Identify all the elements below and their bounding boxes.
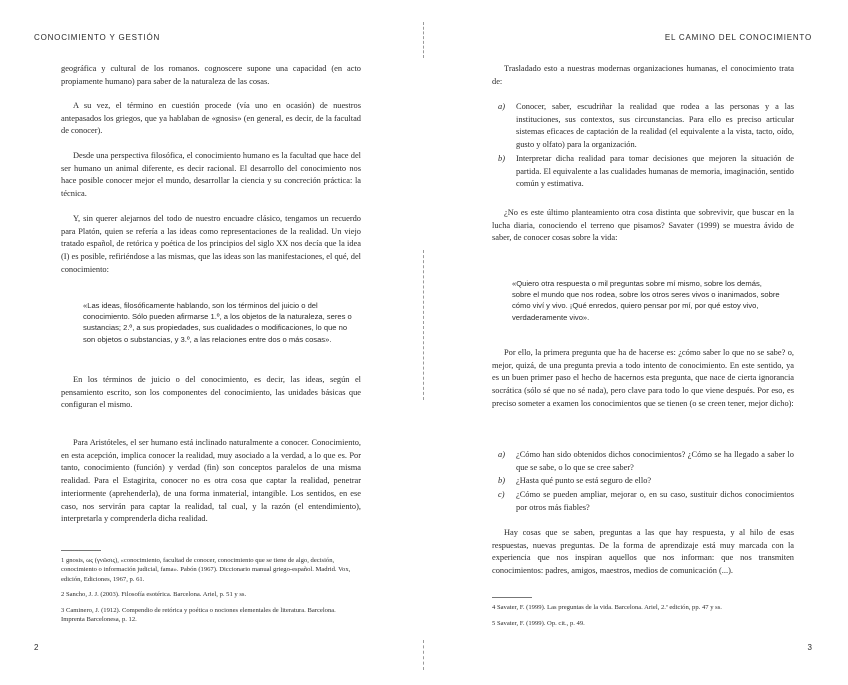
paragraph: Trasladado esto a nuestras modernas organizaciones humanas, el conocimiento trata de: xyxy=(492,64,794,86)
list-item-marker: b) xyxy=(498,153,505,163)
paragraph: Hay cosas que se saben, preguntas a las que hay respuesta, y al hilo de esas respuestas, nuevas preguntas. De la forma de aprendizaje está muy marcada con la experiencia que nos inspiran aquellos que nos informan: que nos transmiten conocimientos: padres, amigos, maestros, medios de comunicación (...). xyxy=(492,528,794,576)
list-item-marker: b) xyxy=(498,476,505,486)
right-page xyxy=(424,0,848,685)
footnote-rule xyxy=(492,597,532,598)
running-head-left: CONOCIMIENTO Y GESTIÓN xyxy=(34,33,161,42)
paragraph: A su vez, el término en cuestión procede (vía uno en ocasión) de nuestros antepasados los griegos, que ya hablaban de «gnosis» (en general, es decir, de la facultad de conocer). xyxy=(61,101,361,136)
list-item-marker: c) xyxy=(498,490,505,500)
question-list xyxy=(498,449,794,515)
footnote: 1 gnosis, ως (γνῶσις), «conocimiento, facultad de conocer, conocimiento que se tiene de algo, decisión, conocimiento o información judicial, fama». Pabón (1967). Diccionario manual griego-español. Madrid. Vox, edición, Ediciones, 1967, p. 61. xyxy=(61,557,351,583)
running-head-right: EL CAMINO DEL CONOCIMIENTO xyxy=(664,33,812,42)
list-item-text: Interpretar dicha realidad para tomar decisiones que mejoren la situación de partida. El equivalente a las cualidades humanas de memoria, imaginación, sentido común y estimativa. xyxy=(516,153,794,189)
paragraph: En los términos de juicio o del conocimiento, es decir, las ideas, según el pensamiento escrito, son los componentes del conocimiento, las unidades básicas que configuran el mismo. xyxy=(61,375,361,410)
list-item xyxy=(498,475,794,488)
footnote-rule xyxy=(61,550,101,551)
list-item-text: Conocer, saber, escudriñar la realidad que rodea a las personas y a las instituciones, sus contextos, sus circunstancias. Para ello es preciso articular sistemas eficaces de captación de la realidad (el equivalente a la vista, tacto, oído, gusto y olfato) para la organización. xyxy=(516,102,794,150)
page-number-right: 3 xyxy=(807,643,812,652)
list-item-marker: a) xyxy=(498,450,505,459)
paragraph: Por ello, la primera pregunta que ha de hacerse es: ¿cómo saber lo que no se sabe? o, mejor, quizá, de una pregunta previa a todo intento de conocimiento. En este sentido, ya es un buen primer paso el hecho de hacernos esta pregunta, que nace de cierta ignorancia socrática (sólo sé que no sé nada), pero clave para todo lo que viene después. Por eso, es preciso someter a examen los conocimientos que se tienen (o se creen tener, mejor dicho): xyxy=(492,348,794,408)
block-quote: «Las ideas, filosóficamente hablando, son los términos del juicio o del conocimiento. Sólo pueden afirmarse 1.º, a los objetos de la naturaleza, seres o sustancias; 2.º, a sus propiedades, sus cualidades o modificaciones, lo que no son objetos o substancias, y 3.º, a las relaciones entre dos o más cosas». xyxy=(83,301,352,344)
footnote: 4 Savater, F. (1999). Las preguntas de la vida. Barcelona. Ariel, 2.ª edición, pp. 47 y ss. xyxy=(492,604,722,611)
list-item-text: ¿Cómo se pueden ampliar, mejorar o, en su caso, sustituir dichos conocimientos por otros más fiables? xyxy=(516,490,794,512)
block-quote: «Quiero otra respuesta o mil preguntas sobre mí mismo, sobre los demás, sobre el mundo que nos rodea, sobre los otros seres vivos o inanimados, sobre cómo viví y vivo. ¡Qué enredos, quiero pensar por mí, por qué estoy vivo, verdaderamente vivo». xyxy=(512,279,780,322)
numbered-list xyxy=(498,101,794,191)
list-item-marker: a) xyxy=(498,102,505,111)
list-item xyxy=(498,101,794,152)
paragraph: ¿No es este último planteamiento otra cosa distinta que sobrevivir, que buscar en la lucha diaria, conociendo el terreno que pisamos? Savater (1999) se muestra ávido de saber, de conocer cosas sobre la vida: xyxy=(492,208,794,243)
footnote: 5 Savater, F. (1999). Op. cit., p. 49. xyxy=(492,620,585,627)
footnote: 3 Caminero, J. (1912). Compendio de retórica y poética o nociones elementales de literatura. Barcelona. Imprenta Barcelonesa, p. 12. xyxy=(61,607,336,624)
list-item xyxy=(498,449,794,474)
paragraph: Y, sin querer alejarnos del todo de nuestro encuadre clásico, tengamos un recuerdo para Platón, quien se refería a las ideas como representaciones de la realidad. Un viejo tratado español, de retórica y poética de los principios del siglo XX nos decía que la idea (I) es posible, refiriéndose a las mismas, que las ideas son las manifestaciones, el qué, del conocimiento: xyxy=(61,214,361,274)
list-item-text: ¿Cómo han sido obtenidos dichos conocimientos? ¿Cómo se ha llegado a saber lo que se sabe, o lo que se cree saber? xyxy=(516,450,794,472)
paragraph: Para Aristóteles, el ser humano está inclinado naturalmente a conocer. Conocimiento, en esta acepción, implica conocer la realidad, muy asociado a la verdad, a lo que es. Por tanto, conocimiento (función) y verdad (fin) son conceptos paralelos de una misma realidad. Para el Estagirita, conocer no es otra cosa que captar la realidad, penetrar interiormente (aprehenderla), de una forma inmaterial, intangible. Los sentidos, en ese caso, nos servirán para captar la realidad, tal cual, y la razón (el entendimiento), interpretarla y comprenderla dicha realidad. xyxy=(61,438,361,524)
page-number-left: 2 xyxy=(34,643,39,652)
list-item xyxy=(498,489,794,514)
list-item-text: ¿Hasta qué punto se está seguro de ello? xyxy=(516,476,652,486)
list-item xyxy=(498,153,794,191)
paragraph: Desde una perspectiva filosófica, el conocimiento humano es la facultad que hace del ser humano un animal diferente, es decir racional. El desarrollo del conocimiento nos hace posible conocer mejor el mundo, desarrollar la ciencia y su concreción práctica: la técnica. xyxy=(61,151,361,199)
paragraph: geográfica y cultural de los romanos. cognoscere supone una capacidad (en acto propiamente humano) para saber de la naturaleza de las cosas. xyxy=(61,64,361,86)
footnote: 2 Sancho, J. J. (2003). Filosofía esotérica. Barcelona. Ariel, p. 51 y ss. xyxy=(61,591,247,598)
